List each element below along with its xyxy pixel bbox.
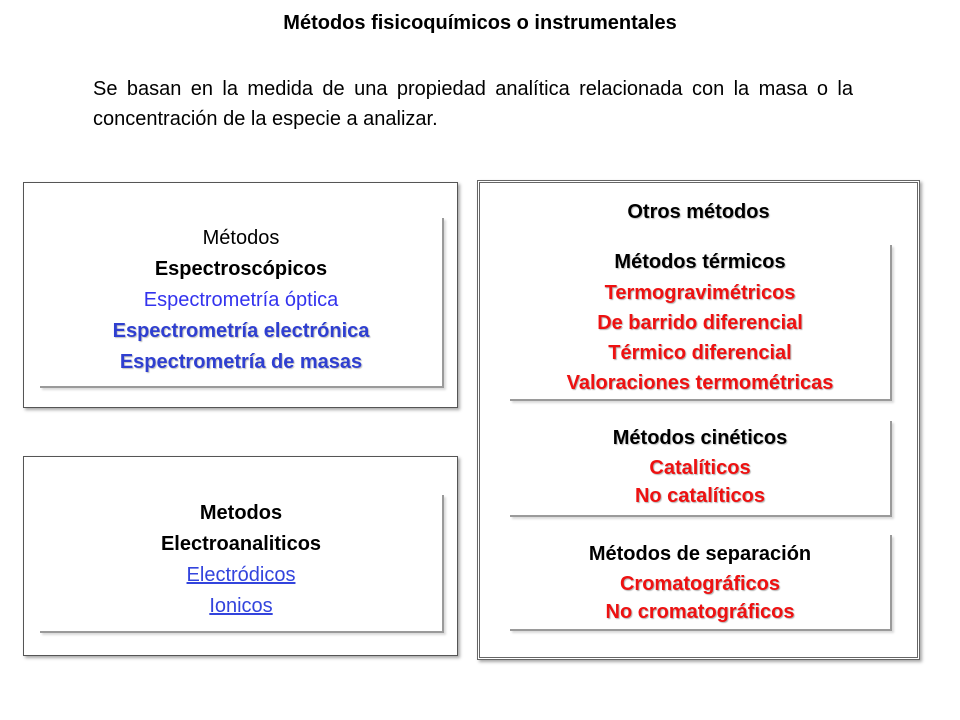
- thermal-item: Térmico diferencial: [608, 342, 792, 364]
- page-title: Métodos fisicoquímicos o instrumentales: [283, 12, 677, 34]
- other-methods-box: [477, 180, 920, 660]
- spectroscopic-card: [40, 218, 444, 388]
- thermal-item: De barrido diferencial: [597, 312, 803, 334]
- electroanalytic-heading-1: Metodos: [199, 502, 283, 524]
- kinetic-item: Catalíticos: [649, 457, 751, 479]
- spectroscopic-item-mass: Espectrometría de masas: [119, 351, 363, 373]
- thermal-item: Termogravimétricos: [604, 282, 796, 304]
- kinetic-item: No catalíticos: [634, 485, 766, 507]
- kinetic-methods-heading: Métodos cinéticos: [612, 427, 788, 449]
- electroanalytic-heading-2: Electroanaliticos: [160, 533, 322, 555]
- kinetic-methods-card: [510, 421, 892, 517]
- thermal-methods-heading: Métodos térmicos: [614, 251, 786, 273]
- thermal-item: Valoraciones termométricas: [566, 372, 834, 394]
- intro-paragraph: Se basan en la medida de una propiedad analítica relacionada con la masa o la concentración de la especie a analizar.: [93, 78, 853, 130]
- electroanalytic-box: [23, 456, 458, 656]
- spectroscopic-heading-2: Espectroscópicos: [154, 258, 328, 280]
- separation-methods-card: [510, 535, 892, 631]
- separation-item: No cromatográficos: [605, 601, 795, 623]
- other-methods-heading: Otros métodos: [627, 201, 770, 223]
- spectroscopic-item-electronic: Espectrometría electrónica: [112, 320, 370, 342]
- spectroscopic-heading-1: Métodos: [202, 227, 280, 249]
- thermal-methods-card: [510, 245, 892, 401]
- separation-methods-heading: Métodos de separación: [588, 543, 812, 565]
- separation-item: Cromatográficos: [619, 573, 781, 595]
- spectroscopic-item-optical: Espectrometría óptica: [143, 289, 339, 311]
- electrodicos-link[interactable]: Electródicos: [186, 564, 296, 586]
- ionicos-link[interactable]: Ionicos: [209, 595, 273, 617]
- spectroscopic-box: [23, 182, 458, 408]
- electroanalytic-card: [40, 495, 444, 633]
